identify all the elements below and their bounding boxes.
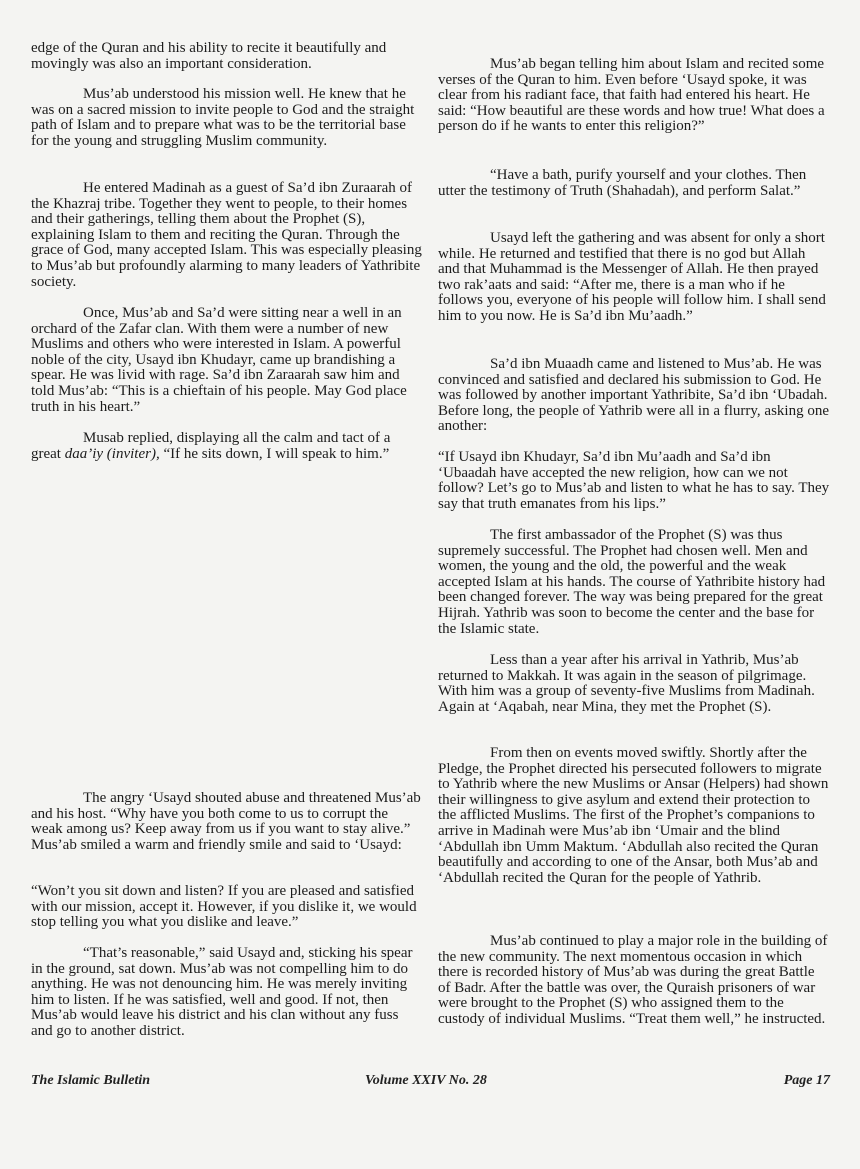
paragraph: edge of the Quran and his ability to recite it beautifully and movingly was also an important consideration. (31, 40, 387, 72)
footer-page-number: Page 17 (783, 1073, 830, 1088)
paragraph: Mus’ab understood his mission well. He knew that he was on a sacred mission to invite people to God and the straight path of Islam and to prepare what was to be the territorial base for the young and struggling Muslim community. (31, 86, 415, 149)
paragraph: “That’s reasonable,” said Usayd and, sticking his spear in the ground, sat down. Mus’ab was not compelling him to do anything. He was not denouncing him. He was merely inviting him to listen. If he was satisfied, well and good. If not, then Mus’ab would leave his district and his clan without any fuss and go to another district. (31, 945, 413, 1039)
paragraph: The angry ‘Usayd shouted abuse and threatened Mus’ab and his host. “Why have you both come to us to corrupt the weak among us? Keep away from us if you want to stay alive.” Mus’ab smiled a warm and friendly smile and said to ‘Usayd: (31, 790, 421, 853)
italic-term: daa’iy (inviter), (64, 445, 160, 462)
paragraph: Mus’ab continued to play a major role in the building of the new community. The next momentous occasion in which there is recorded history of Mus’ab was during the great Battle of Badr. After the battle was over, the Quraish prisoners of war were brought to the Prophet (S) who assigned them to the custody of individual Muslims. “Treat them well,” he instructed. (438, 933, 828, 1027)
paragraph: “Have a bath, purify yourself and your clothes. Then utter the testimony of Truth (Shahadah), and perform Salat.” (438, 167, 807, 199)
footer-publication: The Islamic Bulletin (31, 1073, 151, 1088)
paragraph: He entered Madinah as a guest of Sa’d ibn Zuraarah of the Khazraj tribe. Together they went to people, to their homes and their gatherings, telling them about the Prophet (S), explaining Islam to them and reciting the Quran. Through the grace of God, many accepted Islam. This was especially pleasing to Mus’ab but profoundly alarming to many leaders of Yathribite society. (31, 180, 422, 290)
paragraph: From then on events moved swiftly. Shortly after the Pledge, the Prophet directed his persecuted followers to migrate to Yathrib where the new Muslims or Ansar (Helpers) had shown their willingness to give asylum and extend their protection to the afflicted Muslims. The first of the Prophet’s companions to arrive in Madinah were Mus’ab ibn ‘Umair and the blind ‘Abdullah ibn Umm Maktum. ‘Abdullah also recited the Quran beautifully and according to one of the Ansar, both Mus’ab and ‘Abdullah recited the Quran for the people of Yathrib. (438, 745, 829, 886)
paragraph: Sa’d ibn Muaadh came and listened to Mus’ab. He was convinced and satisfied and declared his submission to God. He was followed by another important Yathribite, Sa’d ibn ‘Ubadah. Before long, the people of Yathrib were all in a flurry, asking one another: (438, 356, 830, 435)
paragraph: Usayd left the gathering and was absent for only a short while. He returned and testified that there is no god but Allah and that Muhammad is the Messenger of Allah. He then prayed two rak’aats and said: “After me, there is a man who if he follows you, everyone of his people will follow him. I shall send him to you now. He is Sa’d ibn Mu’aadh.” (438, 230, 826, 324)
footer-volume: Volume XXIV No. 28 (365, 1073, 487, 1088)
paragraph: The first ambassador of the Prophet (S) was thus supremely successful. The Prophet had chosen well. Men and women, the young and the old, the powerful and the weak accepted Islam at his hands. The course of Yathribite history had been changed forever. The way was being prepared for the great Hijrah. Yathrib was soon to become the center and the base for the Islamic state. (438, 527, 826, 637)
paragraph (31, 431, 423, 462)
paragraph: Once, Mus’ab and Sa’d were sitting near a well in an orchard of the Zafar clan. With them were a number of new Muslims and others who were interested in Islam. A powerful noble of the city, Usayd ibn Khudayr, came up brandishing a spear. He was livid with rage. Sa’d ibn Zaraarah saw him and told Mus’ab: “This is a chieftain of his people. May God place truth in his heart.” (31, 305, 407, 415)
paragraph: Less than a year after his arrival in Yathrib, Mus’ab returned to Makkah. It was again in the season of pilgrimage. With him was a group of seventy-five Muslims from Madinah. Again at ‘Aqabah, near Mina, they met the Prophet (S). (438, 652, 815, 715)
quote-paragraph: “If Usayd ibn Khudayr, Sa’d ibn Mu’aadh and Sa’d ibn ‘Ubaadah have accepted the new religion, how can we not follow? Let’s go to Mus’ab and listen to what he has to say. They say that truth emanates from his lips.” (438, 449, 830, 512)
quote-paragraph: “Won’t you sit down and listen? If you are pleased and satisfied with our mission, accept it. However, if you dislike it, we would stop telling you what you dislike and leave.” (31, 883, 417, 931)
paragraph: Mus’ab began telling him about Islam and recited some verses of the Quran to him. Even before ‘Usayd spoke, it was clear from his radiant face, that faith had entered his heart. He said: “How beautiful are these words and how true! What does a person do if he wants to enter this religion?” (438, 56, 825, 135)
text-run: “If he sits down, I will speak to him.” (159, 445, 390, 462)
text-run: Musab replied, displaying all the calm and tact of a great (31, 430, 391, 462)
